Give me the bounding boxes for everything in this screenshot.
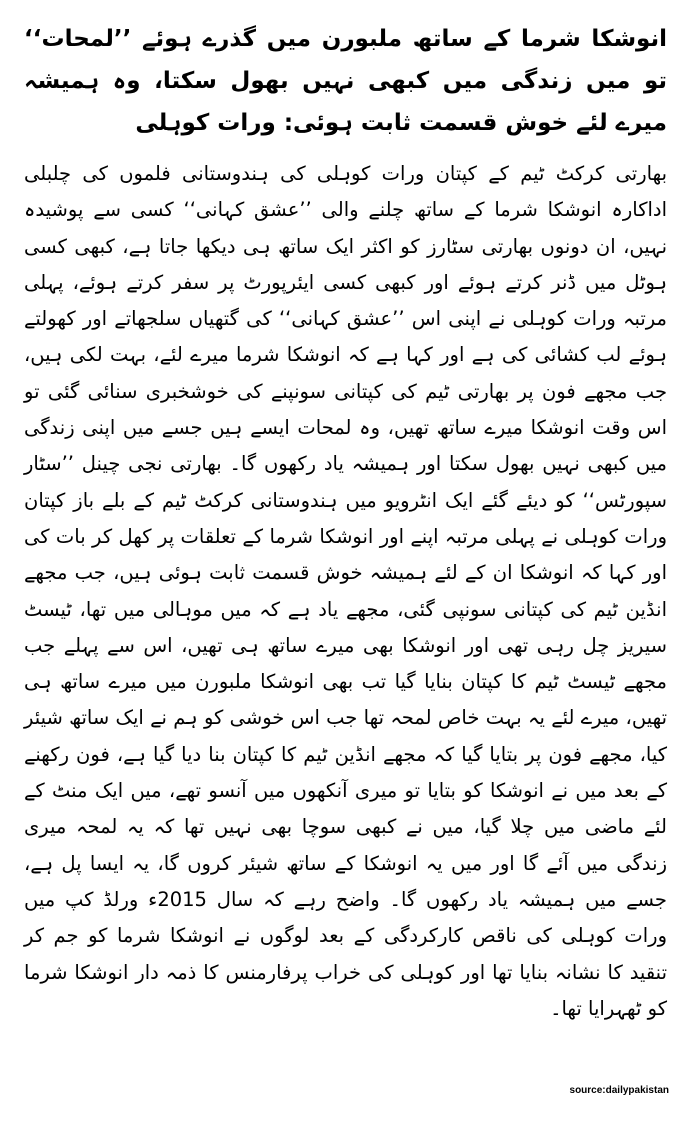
article-headline: انوشکا شرما کے ساتھ ملبورن میں گذرے ہوئے ’’لمحات‘‘ تو میں زندگی میں کبھی نہیں بھول سکتا، وہ ہمیشہ میرے لئے خوش قسمت ثابت ہوئی: ورات کوہلی: [24, 26, 667, 136]
source-credit: source:dailypakistan: [569, 1085, 669, 1096]
article-body: بھارتی کرکٹ ٹیم کے کپتان ورات کوہلی کی ہندوستانی فلموں کی چلبلی اداکارہ انوشکا شرما کے ساتھ چلنے والی ’’عشق کہانی‘‘ کسی سے پوشیدہ نہیں، ان دونوں بھارتی سٹارز کو اکثر ایک ساتھ ہی دیکھا جاتا ہے، کبھی کسی ہوٹل میں ڈنر کرتے ہوئے اور کبھی کسی ایئرپورٹ پر سفر کرتے ہوئے، پہلی مرتبہ ورات کوہلی نے اپنی اس ’’عشق کہانی‘‘ کی گتھیاں سلجھاتے اور کھولتے ہوئے لب کشائی کی ہے اور کہا ہے کہ انوشکا شرما میرے لئے، بہت لکی ہیں، جب مجھے فون پر بھارتی ٹیم کی کپتانی سونپنے کی خوشخبری سنائی گئی تو اس وقت انوشکا میرے ساتھ تھیں، وہ لمحات ایسے ہیں جسے میں اپنی زندگی میں کبھی نہیں بھول سکتا اور ہمیشہ یاد رکھوں گا۔ بھارتی نجی چینل ’’سٹار سپورٹس‘‘ کو دیئے گئے ایک انٹرویو میں ہندوستانی کرکٹ ٹیم کے بلے باز کپتان ورات کوہلی نے پہلی مرتبہ اپنے اور انوشکا شرما کے تعلقات پر کھل کر بات کی اور کہا کہ انوشکا ان کے لئے ہمیشہ خوش قسمت ثابت ہوئی ہیں، جب مجھے انڈین ٹیم کی کپتانی سونپی گئی، مجھے یاد ہے کہ میں موہالی میں تھا، ٹیسٹ سیریز چل رہی تھی اور انوشکا بھی میرے ساتھ ہی تھیں، اس سے پہلے جب مجھے ٹیسٹ ٹیم کا کپتان بنایا گیا تب بھی انوشکا ملبورن میں میرے ساتھ ہی تھیں، میرے لئے یہ بہت خاص لمحہ تھا جب اس خوشی کو ہم نے ایک ساتھ شیئر کیا، مجھے فون پر بتایا گیا کہ مجھے انڈین ٹیم کا کپتان بنا دیا گیا ہے، فون رکھنے کے بعد میں نے انوشکا کو بتایا تو میری آنکھوں میں آنسو تھے، میں ایک منٹ کے لئے ماضی میں چلا گیا، میں نے کبھی سوچا بھی نہیں تھا کہ یہ لمحہ میری زندگی میں آئے گا اور میں یہ انوشکا کے ساتھ شیئر کروں گا، یہ ایسا پل ہے، جسے میں ہمیشہ یاد رکھوں گا۔ واضح رہے کہ سال 2015ء ورلڈ کپ میں ورات کوہلی کی ناقص کارکردگی کے بعد لوگوں نے انوشکا شرما کو جم کر تنقید کا نشانہ بنایا تھا اور کوہلی کی خراب پرفارمنس کا ذمہ دار انوشکا شرما کو ٹھہرایا تھا۔: [24, 162, 667, 1020]
